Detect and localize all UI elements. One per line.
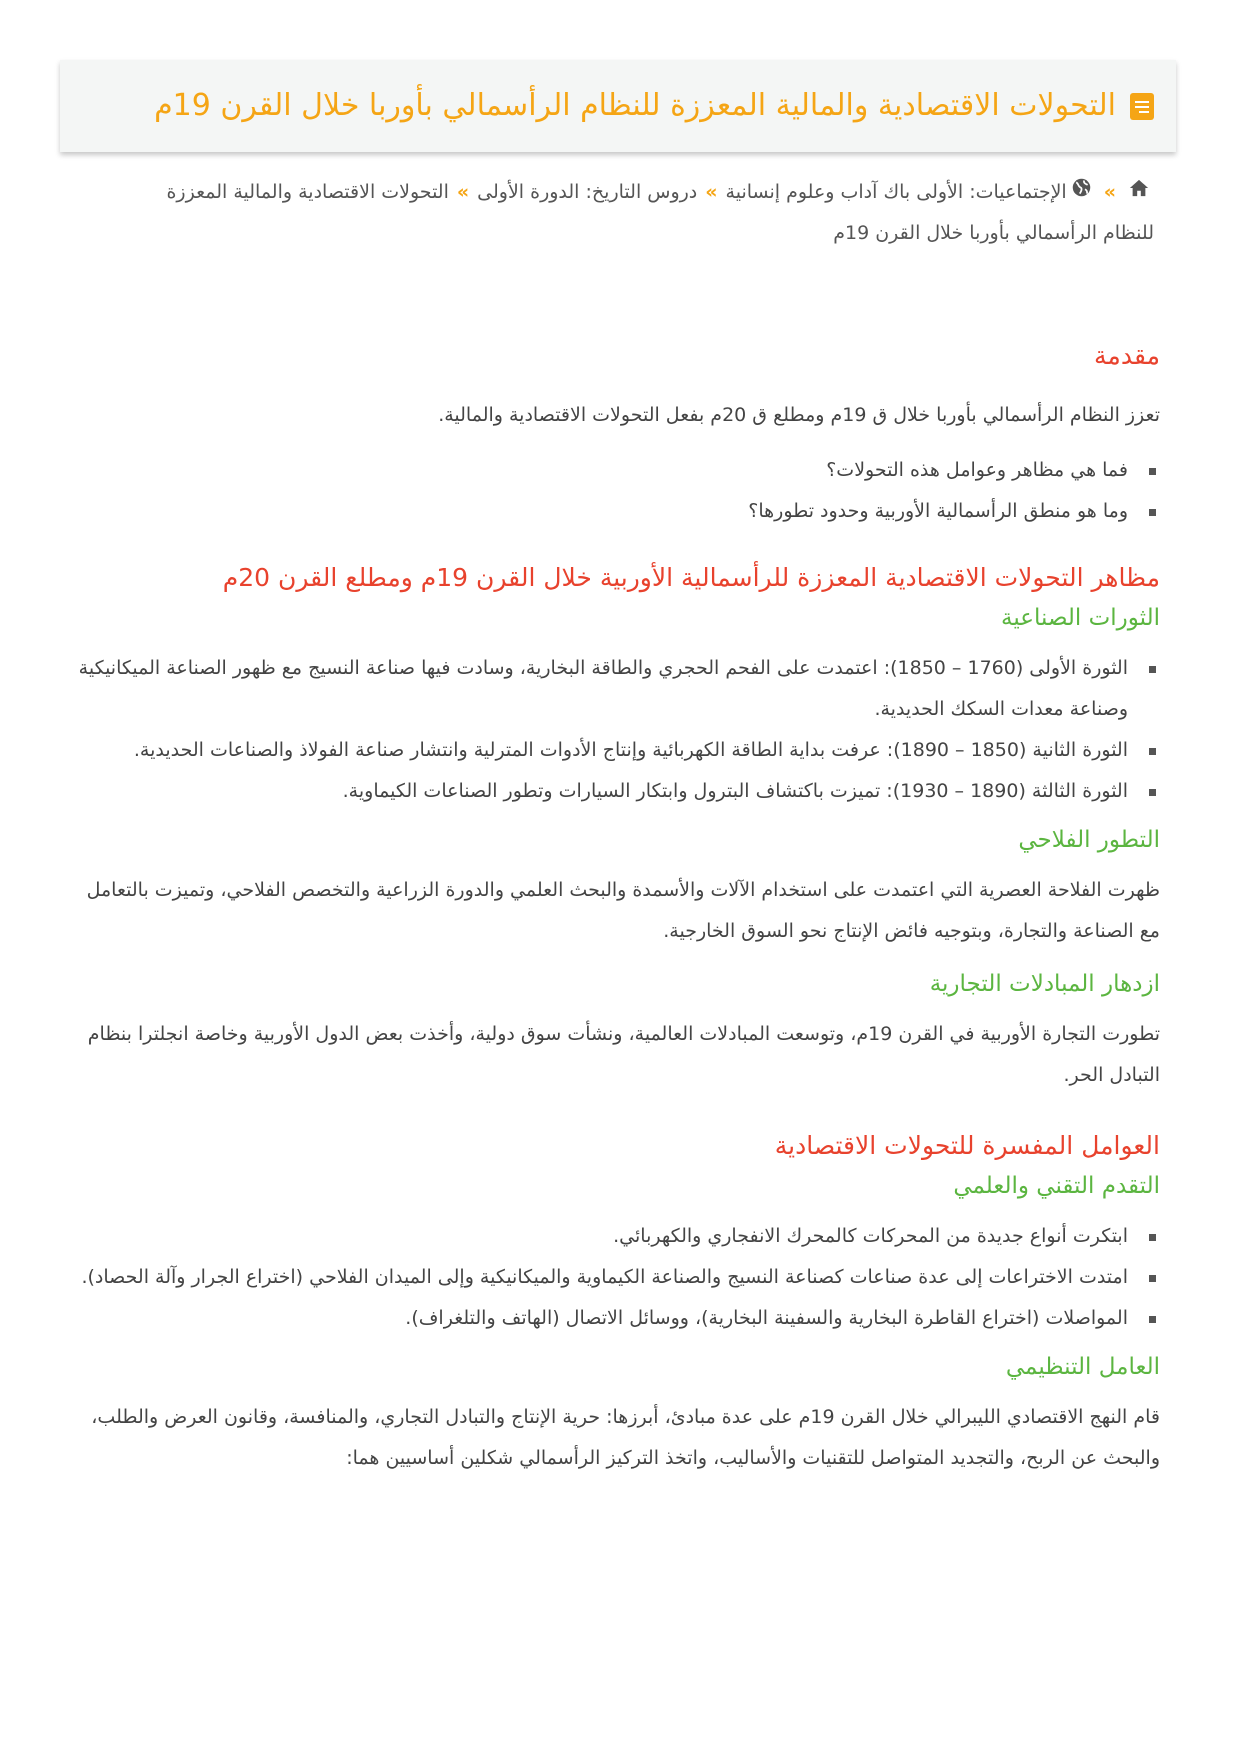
intro-text: تعزز النظام الرأسمالي بأوربا خلال ق 19م ومطلع ق 20م بفعل التحولات الاقتصادية والمالية. (438, 403, 1160, 426)
intro-questions (70, 450, 1160, 532)
subsection-heading: الثورات الصناعية (1001, 605, 1160, 631)
subsection-heading: التقدم التقني والعلمي (953, 1173, 1160, 1200)
tech-progress-list (70, 1216, 1160, 1339)
list-item: المواصلات (اختراع القاطرة البخارية والسفينة البخارية)، ووسائل الاتصال (الهاتف والتلغراف). (70, 1298, 1128, 1339)
home-icon[interactable] (1128, 172, 1150, 213)
list-item: الثورة الثانية (1850 – 1890): عرفت بداية الطاقة الكهربائية وإنتاج الأدوات المترلية وانتشار صناعة الفولاذ والصناعات الحديدية. (70, 730, 1128, 771)
organization-text: قام النهج الاقتصادي الليبرالي خلال القرن 19م على عدة مبادئ، أبرزها: حرية الإنتاج والتبادل التجاري، والمنافسة، وقانون العرض والطلب، والبحث عن الربح، والتجديد المتواصل للتقنيات والأساليب، واتخذ التركيز الرأسمالي شكلين أساسيين هما: (91, 1405, 1160, 1469)
trade-text: تطورت التجارة الأوربية في القرن 19م، وتوسعت المبادلات العالمية، ونشأت سوق دولية، وأخذت بعض الدول الأوربية وخاصة انجلترا بنظام التبادل الحر. (87, 1022, 1160, 1086)
industrial-revolutions-list (70, 648, 1160, 812)
list-item: فما هي مظاهر وعوامل هذه التحولات؟ (70, 450, 1128, 491)
article-content (70, 340, 1160, 1479)
breadcrumb-separator: » (456, 181, 470, 203)
title-card (60, 60, 1176, 152)
breadcrumb-item-1[interactable]: الإجتماعيات: الأولى باك آداب وعلوم إنسانية (725, 181, 1067, 203)
breadcrumb-item-2[interactable]: دروس التاريخ: الدورة الأولى (477, 181, 698, 203)
globe-icon (1071, 172, 1092, 213)
intro-heading: مقدمة (1094, 341, 1160, 370)
agriculture-text: ظهرت الفلاحة العصرية التي اعتمدت على استخدام الآلات والأسمدة والبحث العلمي والدورة الزراعية والتخصص الفلاحي، وتميزت بالتعامل مع الصناعة والتجارة، وبتوجيه فائض الإنتاج نحو السوق الخارجية. (86, 878, 1160, 942)
breadcrumb-separator: » (705, 181, 718, 203)
section-heading: مظاهر التحولات الاقتصادية المعززة للرأسمالية الأوربية خلال القرن 19م ومطلع القرن 20م (222, 562, 1160, 592)
breadcrumb-current: التحولات الاقتصادية والمالية المعززة للنظام الرأسمالي بأوربا خلال القرن 19م (166, 181, 1154, 244)
section-heading: العوامل المفسرة للتحولات الاقتصادية (774, 1130, 1160, 1160)
subsection-heading: التطور الفلاحي (1018, 826, 1160, 853)
page-title: التحولات الاقتصادية والمالية المعززة للنظام الرأسمالي بأوربا خلال القرن 19م (154, 88, 1116, 123)
subsection-heading: ازدهار المبادلات التجارية (929, 970, 1160, 997)
document-icon (1130, 93, 1154, 120)
list-item: امتدت الاختراعات إلى عدة صناعات كصناعة النسيج والصناعة الكيماوية والميكانيكية وإلى الميدان الفلاحي (اختراع الجرار وآلة الحصاد). (70, 1257, 1128, 1298)
breadcrumb-separator: » (1103, 181, 1116, 203)
list-item: الثورة الثالثة (1890 – 1930): تميزت باكتشاف البترول وابتكار السيارات وتطور الصناعات الكيماوية. (70, 771, 1128, 812)
subsection-heading: العامل التنظيمي (1005, 1354, 1160, 1381)
list-item: الثورة الأولى (1760 – 1850): اعتمدت على الفحم الحجري والطاقة البخارية، وسادت فيها صناعة النسيج مع ظهور الصناعة الميكانيكية وصناعة معدات السكك الحديدية. (70, 648, 1128, 730)
breadcrumb (114, 172, 1154, 254)
list-item: وما هو منطق الرأسمالية الأوربية وحدود تطورها؟ (70, 491, 1128, 532)
list-item: ابتكرت أنواع جديدة من المحركات كالمحرك الانفجاري والكهربائي. (70, 1216, 1128, 1257)
